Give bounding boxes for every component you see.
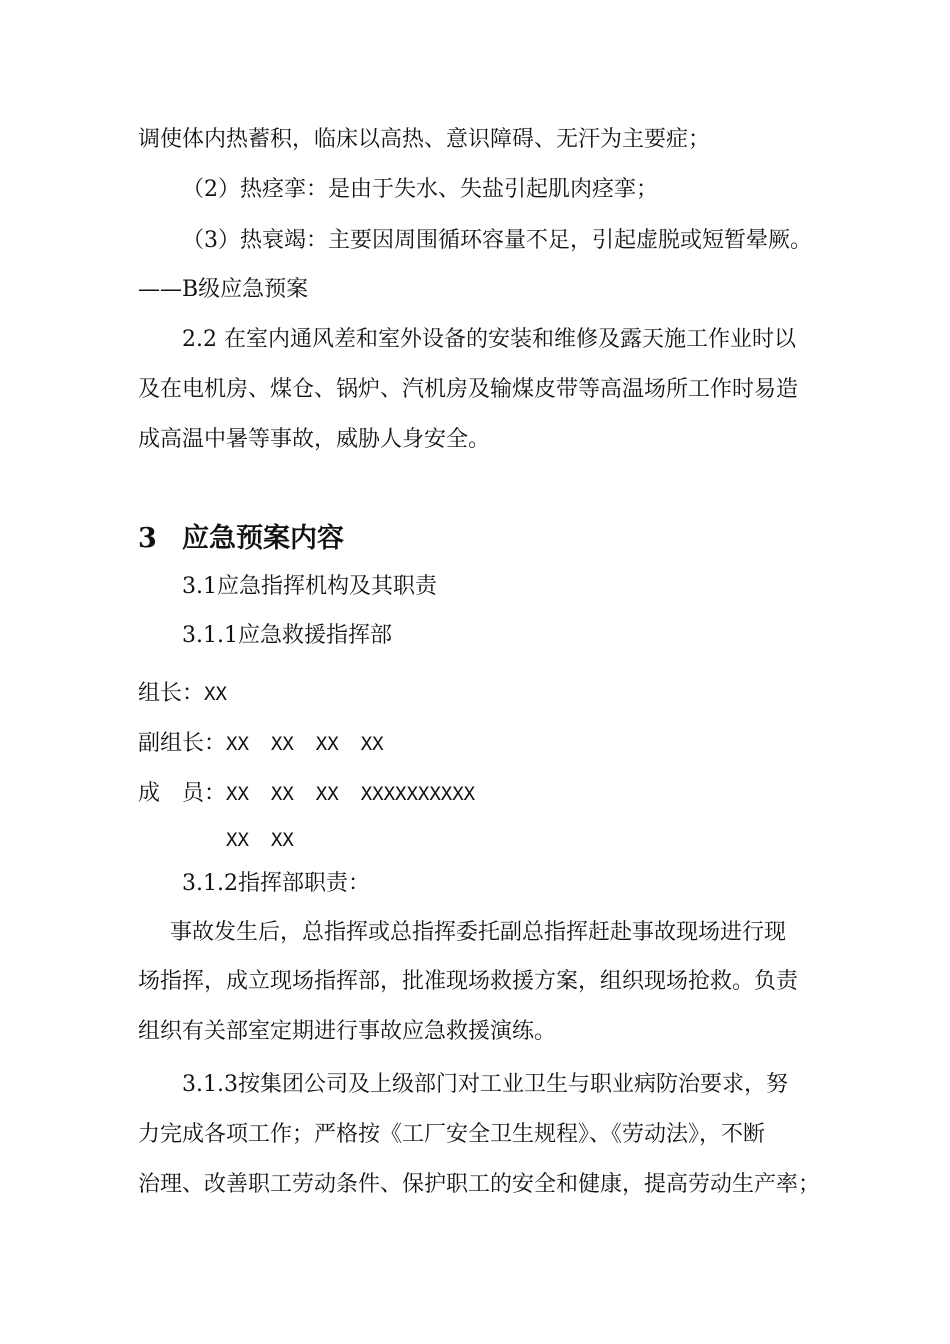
members-line-continued: [226, 826, 294, 854]
subsection-heading: 3.1.2指挥部职责：: [182, 871, 370, 896]
deputy-name: XX: [226, 733, 249, 755]
deputy-name: XX: [270, 733, 294, 755]
text-line: 力完成各项工作；严格按《工厂安全卫生规程》、《劳动法》，不断: [138, 1122, 766, 1147]
leader-label: 组长：: [138, 681, 205, 706]
section-title: 应急预案内容: [182, 523, 344, 554]
member-name: XX: [315, 783, 339, 805]
text-line: 场指挥，成立现场指挥部，批准现场救援方案，组织现场抢救。负责: [138, 969, 799, 994]
deputy-name: XX: [360, 733, 384, 755]
text-line: ——B级应急预案: [138, 277, 309, 302]
deputy-label: 副组长：: [138, 731, 227, 756]
deputy-line: [138, 730, 384, 758]
member-name: XXXXXXXXXX: [360, 783, 476, 805]
text-line: 组织有关部室定期进行事故应急救援演练。: [138, 1019, 557, 1044]
subsection-heading: 3.1应急指挥机构及其职责: [182, 574, 437, 599]
text-line: 2.2 在室内通风差和室外设备的安装和维修及露天施工作业时以: [182, 327, 796, 352]
text-line: 调使体内热蓄积，临床以高热、意识障碍、无汗为主要症；: [138, 127, 711, 152]
members-label: 成 员：: [138, 781, 227, 806]
member-name: XX: [270, 829, 294, 851]
section-heading: [138, 523, 344, 555]
members-line: [138, 780, 475, 808]
member-name: XX: [226, 783, 249, 805]
text-line: 3.1.3按集团公司及上级部门对工业卫生与职业病防治要求，努: [182, 1072, 788, 1097]
member-name: XX: [270, 783, 294, 805]
subsection-heading: 3.1.1应急救援指挥部: [182, 623, 392, 648]
text-line: 事故发生后，总指挥或总指挥委托副总指挥赶赴事故现场进行现: [170, 920, 787, 945]
text-line: （3）热衰竭：主要因周围循环容量不足，引起虚脱或短暂晕厥。: [182, 228, 812, 253]
text-line: （2）热痉挛：是由于失水、失盐引起肌肉痉挛；: [182, 177, 658, 202]
deputy-name: XX: [315, 733, 339, 755]
leader-name: XX: [204, 683, 227, 705]
section-number: 3: [138, 523, 157, 554]
member-name: XX: [226, 829, 249, 851]
leader-line: [138, 680, 227, 708]
text-line: 成高温中暑等事故，威胁人身安全。: [138, 427, 491, 452]
text-line: 及在电机房、煤仓、锅炉、汽机房及输煤皮带等高温场所工作时易造: [138, 377, 799, 402]
text-line: 治理、改善职工劳动条件、保护职工的安全和健康，提高劳动生产率；: [138, 1172, 821, 1197]
